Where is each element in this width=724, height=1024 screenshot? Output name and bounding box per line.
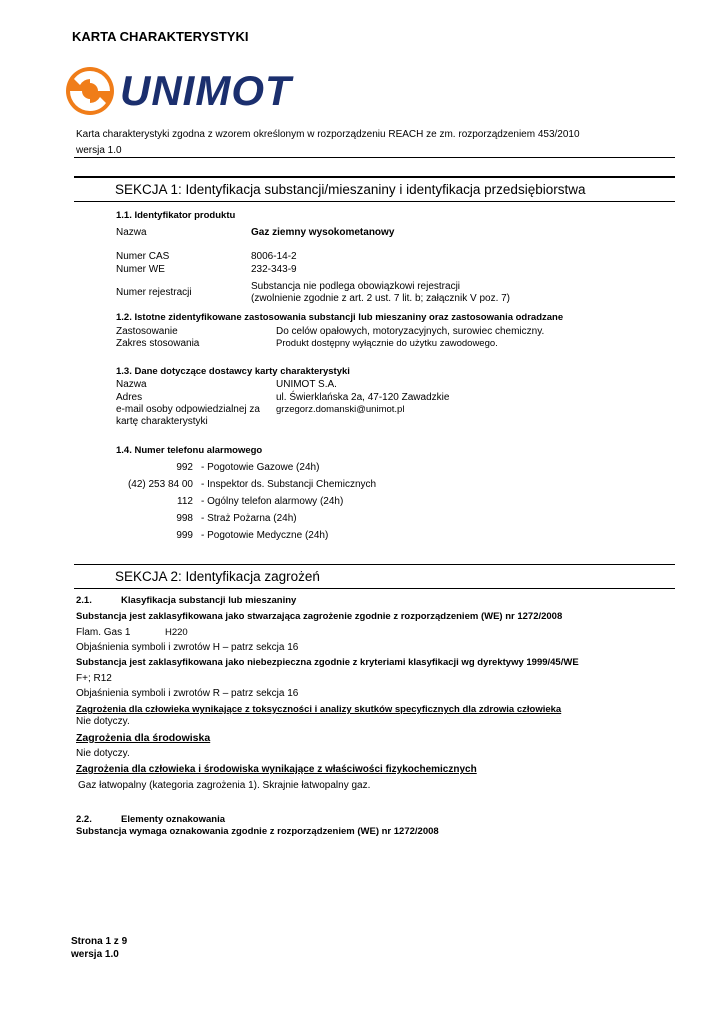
s14-heading: 1.4. Numer telefonu alarmowego xyxy=(116,445,263,456)
s22-heading: Substancja wymaga oznakowania zgodnie z rozporządzeniem (WE) nr 1272/2008 xyxy=(76,826,439,837)
phone-number: 998 xyxy=(176,513,193,524)
clp-heading: Substancja jest zaklasyfikowana jako stwarzająca zagrożenie zgodnie z rozporządzeniem (WE) nr 1272/2008 xyxy=(76,611,563,622)
phone-desc: - Inspektor ds. Substancji Chemicznych xyxy=(201,479,377,490)
phone-desc: - Straż Pożarna (24h) xyxy=(201,513,297,524)
email-label-line2: kartę charakterystyki xyxy=(116,416,208,427)
human-hazard-heading: Zagrożenia dla człowieka wynikające z toksyczności i analizy skutków specyficznych dla zdrowia człowieka xyxy=(76,704,562,715)
phone-number: 112 xyxy=(177,496,193,507)
clp-code: H220 xyxy=(165,627,188,638)
scope-label: Zakres stosowania xyxy=(116,338,200,349)
phone-number: 992 xyxy=(176,462,193,473)
reg-label: Numer rejestracji xyxy=(116,287,192,298)
env-hazard-heading: Zagrożenia dla środowiska xyxy=(76,732,211,744)
phone-desc: - Pogotowie Gazowe (24h) xyxy=(201,462,320,473)
unimot-swirl-logo-icon xyxy=(64,65,116,117)
s12-heading: 1.2. Istotne zidentyfikowane zastosowania substancji lub mieszaniny oraz zastosowania odradzane xyxy=(116,312,564,323)
divider xyxy=(74,176,675,178)
dsd-class: F+; R12 xyxy=(76,673,112,684)
email-label-line1: e-mail osoby odpowiedzialnej za xyxy=(116,404,260,415)
divider xyxy=(74,157,675,158)
phone-desc: - Ogólny telefon alarmowy (24h) xyxy=(201,496,344,507)
supplier-name: UNIMOT S.A. xyxy=(276,379,337,390)
document-title: KARTA CHARAKTERYSTYKI xyxy=(72,29,249,44)
we-label: Numer WE xyxy=(116,264,165,275)
s11-heading: 1.1. Identyfikator produktu xyxy=(116,210,236,221)
s22-title: Elementy oznakowania xyxy=(121,814,226,825)
reg-value-line1: Substancja nie podlega obowiązkowi rejestracji xyxy=(251,281,461,292)
name-label: Nazwa xyxy=(116,227,147,238)
logo-wordmark: UNIMOT xyxy=(120,67,292,114)
supplier-name-label: Nazwa xyxy=(116,379,147,390)
divider xyxy=(74,588,675,589)
use-value: Do celów opałowych, motoryzacyjnych, surowiec chemiczny. xyxy=(276,326,545,337)
address-label: Adres xyxy=(116,392,143,403)
divider xyxy=(74,201,675,202)
section1-title: SEKCJA 1: Identyfikacja substancji/mieszaniny i identyfikacja przedsiębiorstwa xyxy=(115,182,586,197)
scope-value: Produkt dostępny wyłącznie do użytku zawodowego. xyxy=(276,338,498,349)
product-name: Gaz ziemny wysokometanowy xyxy=(251,227,395,238)
reg-value-line2: (zwolnienie zgodnie z art. 2 ust. 7 lit. b; załącznik V poz. 7) xyxy=(251,293,511,304)
email-value: grzegorz.domanski@unimot.pl xyxy=(276,404,405,415)
version-note: wersja 1.0 xyxy=(76,145,122,156)
clp-class: Flam. Gas 1 xyxy=(76,627,131,638)
phys-hazard-heading: Zagrożenia dla człowieka i środowiska wynikające z właściwości fizykochemicznych xyxy=(76,764,477,775)
clp-note: Objaśnienia symboli i zwrotów H – patrz sekcja 16 xyxy=(76,642,299,653)
phys-hazard-value: Gaz łatwopalny (kategoria zagrożenia 1). Skrajnie łatwopalny gaz. xyxy=(78,780,371,791)
company-logo xyxy=(64,65,294,117)
phone-number: 999 xyxy=(176,530,193,541)
divider xyxy=(74,564,675,565)
dsd-heading: Substancja jest zaklasyfikowana jako niebezpieczna zgodnie z kryteriami klasyfikacji wg dyrektywy 1999/45/WE xyxy=(76,657,579,668)
we-value: 232-343-9 xyxy=(251,264,297,275)
section2-title: SEKCJA 2: Identyfikacja zagrożeń xyxy=(115,569,320,584)
s21-title: Klasyfikacja substancji lub mieszaniny xyxy=(121,595,297,606)
s13-heading: 1.3. Dane dotyczące dostawcy karty charakterystyki xyxy=(116,366,350,377)
footer-version: wersja 1.0 xyxy=(71,949,119,960)
s21-number: 2.1. xyxy=(76,595,92,606)
human-hazard-value: Nie dotyczy. xyxy=(76,716,130,727)
s22-number: 2.2. xyxy=(76,814,92,825)
page-number: Strona 1 z 9 xyxy=(71,936,128,947)
address-value: ul. Świerklańska 2a, 47-120 Zawadzkie xyxy=(276,392,450,403)
dsd-note: Objaśnienia symboli i zwrotów R – patrz sekcja 16 xyxy=(76,688,299,699)
phone-number: (42) 253 84 00 xyxy=(127,479,193,490)
phone-desc: - Pogotowie Medyczne (24h) xyxy=(201,530,329,541)
use-label: Zastosowanie xyxy=(116,326,178,337)
cas-value: 8006-14-2 xyxy=(251,251,297,262)
regulation-note: Karta charakterystyki zgodna z wzorem określonym w rozporządzeniu REACH ze zm. rozporządzeniem 453/2010 xyxy=(76,129,580,140)
cas-label: Numer CAS xyxy=(116,251,170,262)
env-hazard-value: Nie dotyczy. xyxy=(76,748,130,759)
